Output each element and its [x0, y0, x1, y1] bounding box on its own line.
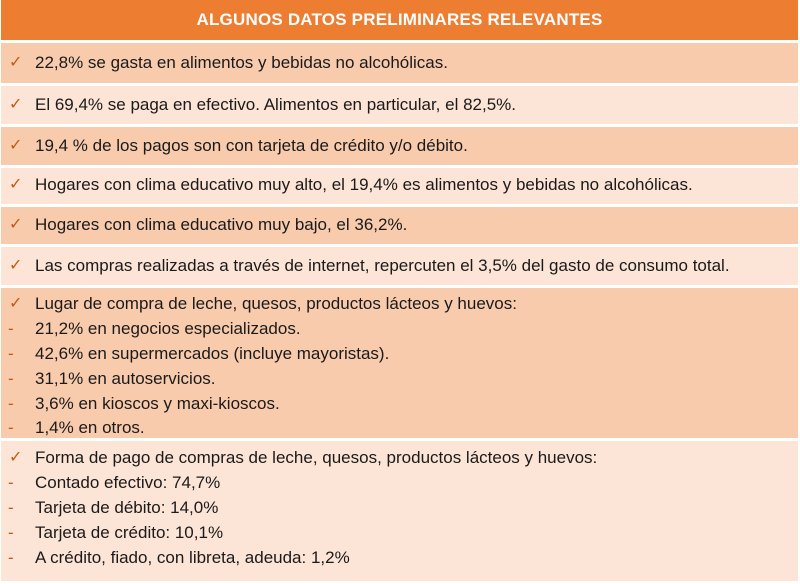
checkmark-icon: ✓	[9, 295, 23, 312]
table-row: ✓ Lugar de compra de leche, quesos, productos lácteos y huevos: - 21,2% en negocios especializados. - 42,6% en supermercados (incluye mayoristas). - 31,1% en autoservicios. - 3,6% en kioscos y maxi-kioscos. - 1,4% en otros.	[1, 288, 798, 438]
dash-bullet-icon: -	[8, 344, 14, 363]
checkmark-icon: ✓	[9, 257, 23, 274]
dash-bullet-icon: -	[8, 369, 14, 388]
row-text: Lugar de compra de leche, quesos, productos lácteos y huevos:	[35, 294, 517, 313]
checkmark-icon: ✓	[9, 54, 23, 71]
table-row: ✓ Forma de pago de compras de leche, quesos, productos lácteos y huevos: - Contado efectivo: 74,7% - Tarjeta de débito: 14,0% - Tarjeta de crédito: 10,1% - A crédito, fiado, con libreta, adeuda: 1,2%	[1, 441, 798, 581]
table-row	[1, 247, 798, 285]
dash-bullet-icon: -	[8, 473, 14, 492]
row-text: Las compras realizadas a través de internet, repercuten el 3,5% del gasto de consumo total.	[35, 256, 730, 275]
checkmark-icon: ✓	[9, 176, 23, 193]
table-header: ALGUNOS DATOS PRELIMINARES RELEVANTES	[1, 0, 798, 40]
dash-bullet-icon: -	[8, 498, 14, 517]
dash-bullet-icon: -	[8, 523, 14, 542]
table-row	[1, 207, 798, 244]
table-row	[1, 43, 798, 83]
dash-bullet-icon: -	[8, 319, 14, 338]
checkmark-icon: ✓	[9, 216, 23, 233]
row-text: Hogares con clima educativo muy alto, el 19,4% es alimentos y bebidas no alcohólicas.	[35, 175, 693, 194]
table-row	[1, 168, 798, 204]
dash-bullet-icon: -	[8, 548, 14, 567]
dash-bullet-icon: -	[8, 418, 14, 437]
row-text: 22,8% se gasta en alimentos y bebidas no alcohólicas.	[35, 53, 448, 72]
row-text: 19,4 % de los pagos son con tarjeta de crédito y/o débito.	[35, 136, 468, 155]
row-text: Hogares con clima educativo muy bajo, el 36,2%.	[35, 215, 408, 234]
row-text: Forma de pago de compras de leche, quesos, productos lácteos y huevos:	[35, 448, 598, 467]
dash-bullet-icon: -	[8, 394, 14, 413]
row-text: El 69,4% se paga en efectivo. Alimentos en particular, el 82,5%.	[35, 95, 517, 114]
checkmark-icon: ✓	[9, 96, 23, 113]
checkmark-icon: ✓	[9, 137, 23, 154]
table-row	[1, 127, 798, 165]
table-row	[1, 86, 798, 124]
checkmark-icon: ✓	[9, 449, 23, 466]
